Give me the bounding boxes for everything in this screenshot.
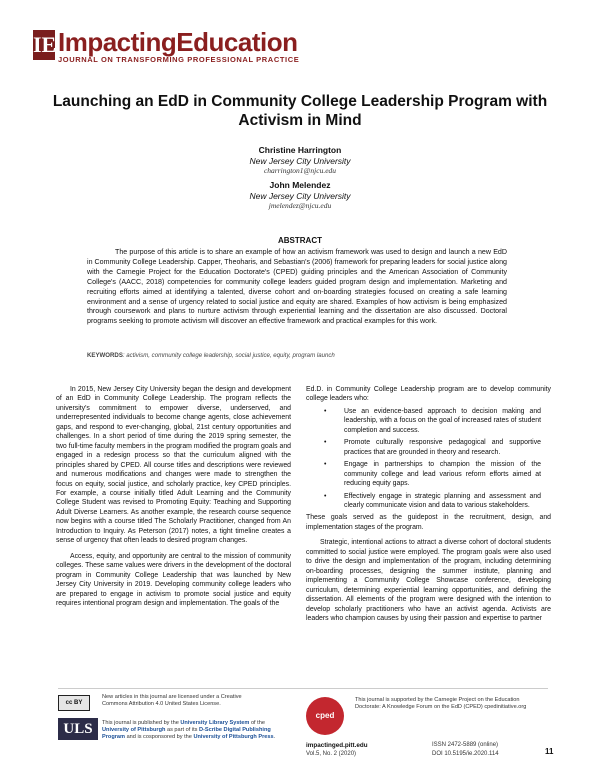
body-column-left: [56, 385, 291, 608]
footer-divider: [58, 688, 548, 689]
doi[interactable]: DOI 10.5195/ie.2020.114: [432, 751, 499, 757]
keywords-list: : activism, community college leadership, social justice, equity, program launch: [122, 352, 335, 359]
pitt-link[interactable]: University of Pittsburgh: [102, 727, 166, 734]
journal-url[interactable]: impactinged.pitt.edu: [306, 742, 368, 749]
paragraph: Access, equity, and opportunity are central to the mission of community colleges. These same values were drivers in the development of the doctoral program in Community College Leadership that was launched by New Jersey City University in 2019. Developing community college leaders who are prepared to engage in activism to promote social justice and equity requires intentional program design and implementation. The goals of the: [56, 552, 291, 607]
page-number: 11: [545, 747, 554, 756]
author-name: John Melendez: [269, 180, 331, 190]
pitt-press-link[interactable]: University of Pittsburgh Press: [193, 734, 274, 741]
publisher-text-part: and is cosponsored by the: [125, 734, 194, 741]
uls-link[interactable]: University Library System: [180, 720, 250, 726]
list-item: • Promote culturally responsive pedagogical and supportive practices that are grounded in theory and research.: [306, 438, 551, 457]
article-title: Launching an EdD in Community College Leadership Program with Activism in Mind: [52, 93, 548, 129]
support-text: This journal is supported by the Carnegie Project on the Education Doctorate: A Knowledge Forum on the EdD (CPED) cpedinitiative.org: [355, 697, 527, 711]
uls-logo: ULS: [58, 718, 98, 740]
paragraph: In 2015, New Jersey City University began the design and development of an EdD in Community College Leadership. The program reflects the university's commitment to empower diverse, underserved, and underrepresented individuals to become change agents, close achievement gaps, and respond to ever-changing, global, 21st century opportunities and challenges. In a short period of time during the 2019 spring semester, the two full-time faculty members in the program modified the program goals and engaged in a redesign process so that the curriculum aligned with the principles shared by CPED. All course titles and descriptions were reviewed and numerous modifications and changes were made to strengthen the focus on equity, social justice, and scholarly practice, key CPED principles. For example, a course initially titled Adult Learning and the Community College Student was revised to Promoting Equity: Teaching and Supporting Adult Diverse Learners. As another example, the research course sequence now begins with a course titled The Scholarly Practitioner, changed from An Introduction to Inquiry. As Peterson (2017) notes, a tight timeline creates a sense of urgency that often leads to desired program changes.: [56, 386, 291, 545]
list-item: • Effectively engage in strategic planning and assessment and clearly communicate vision and data to various stakeholders.: [306, 492, 551, 511]
issn: ISSN 2472-5889 (online): [432, 742, 499, 748]
journal-title: ImpactingEducation: [58, 27, 298, 57]
publisher-text-part: as part of its: [165, 727, 199, 734]
goals-list: [306, 407, 551, 511]
creative-commons-badge[interactable]: cc BY: [58, 695, 90, 711]
dscribe-link[interactable]: D-Scribe Digital Publishing Program: [102, 727, 271, 741]
author-affiliation: New Jersey City University: [249, 190, 351, 201]
author-block-2: [0, 180, 600, 212]
list-item: • Engage in partnerships to champion the mission of the community college and lead various reform efforts aimed at reducing equity gaps.: [306, 460, 551, 488]
publisher-text: [102, 720, 277, 742]
author-affiliation: New Jersey City University: [249, 155, 351, 166]
author-email[interactable]: jmelendez@njcu.edu: [268, 201, 332, 210]
publisher-text-part: of the: [249, 720, 265, 726]
keywords: [87, 352, 527, 359]
journal-logo-mark: IE: [33, 30, 55, 60]
abstract-text: The purpose of this article is to share an example of how an activism framework was used to design and launch a new EdD in Community College Leadership. Capper, Theoharis, and Sebastian's (2006) framework for preparing leaders for social justice along with the Carnegie Project for the Education Doctorate's (CPED) guiding principles and the American Association of Community College's (AACC, 2018) competencies for community college leaders guided program design and implementation. Marketing and recruiting efforts aimed at identifying a talented, diverse cohort and on-boarding strategies focused on creating a safe learning environment and a sense of urgency related to social justice and equity are shared. Examples of how activism is being emphasized through coursework and plans to nurture activism through experiential learning and the dissertation are also discussed. Doctoral programs seeking to promote activism will discover an effective framework and practical examples for this work.: [87, 248, 507, 326]
paragraph: Strategic, intentional actions to attract a diverse cohort of doctoral students committed to social justice were employed. The program goals were also used to drive the design and implementation of the program, including determining on-boarding processes, designing the summer institute, planning and implementing a Community College Showcase conference, developing curriculum, determining experiential learning opportunities, and defining the dissertation. All elements of the program were designed with the intention to develop scholarly practitioners who have an activist agenda. Activists are leaders who champion causes by using their passion and expertise to partner: [306, 539, 551, 622]
paragraph: These goals served as the guidepost in the recruitment, design, and implementation stages of the program.: [306, 514, 551, 531]
paragraph: Ed.D. in Community College Leadership program are to develop community college leaders who:: [306, 386, 551, 403]
publisher-text-part: This journal is published by the: [102, 720, 181, 726]
author-block-1: [0, 145, 600, 177]
publisher-text-part: .: [273, 734, 276, 741]
license-text: New articles in this journal are licensed under a Creative Commons Attribution 4.0 United States License.: [102, 694, 242, 708]
volume-issue: Vol.5, No. 2 (2020): [306, 751, 357, 757]
keywords-label: KEYWORDS: [87, 352, 123, 359]
list-item: • Use an evidence-based approach to decision making and leadership, with a focus on the goal of increased rates of student completion and success.: [306, 407, 551, 435]
cped-logo: cped: [306, 697, 344, 735]
journal-subtitle: JOURNAL ON TRANSFORMING PROFESSIONAL PRACTICE: [58, 55, 300, 64]
author-name: Christine Harrington: [258, 145, 342, 155]
body-column-right: [306, 385, 551, 623]
author-email[interactable]: charrington1@njcu.edu: [263, 166, 337, 175]
abstract-heading: ABSTRACT: [278, 236, 322, 245]
